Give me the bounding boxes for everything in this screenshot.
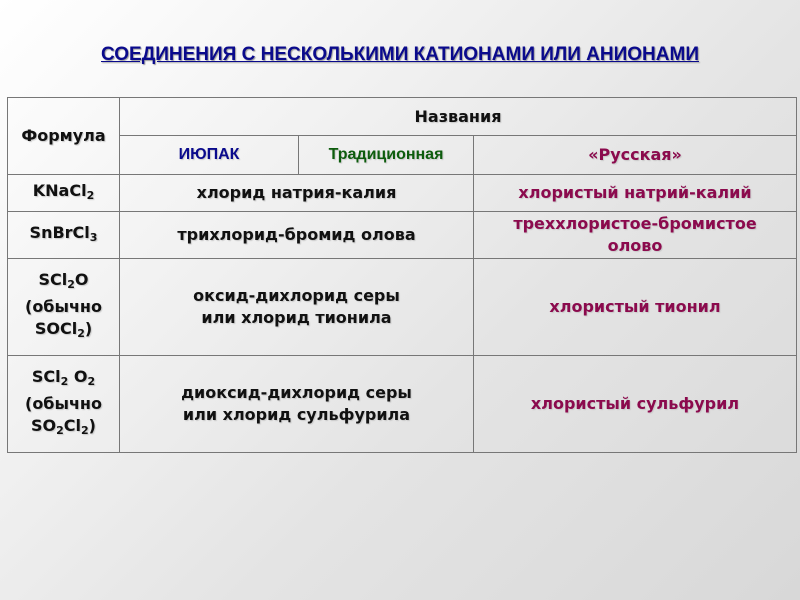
russian-name [474, 356, 797, 453]
formula-cell [8, 356, 120, 453]
russian-name-line: хлористый натрий-калий [518, 183, 752, 202]
formula-subscript: 3 [89, 230, 98, 244]
formula-subscript: 2 [86, 188, 95, 202]
header-formula: Формула [8, 98, 120, 175]
formula-text: O [68, 367, 88, 386]
formula-subscript: 2 [67, 278, 75, 291]
formula-text: SOCl [34, 319, 78, 338]
russian-name-line: олово [607, 236, 663, 255]
formula-subscript: 2 [81, 424, 89, 437]
header-russian: «Русская» [474, 136, 797, 175]
formula-subscript: 2 [87, 375, 96, 388]
formula-text: ) [84, 319, 93, 338]
formula-subscript: 2 [56, 424, 64, 437]
name-line: трихлорид-бромид олова [177, 225, 416, 244]
page-title: СОЕДИНЕНИЯ С НЕСКОЛЬКИМИ КАТИОНАМИ ИЛИ АНИОНАМИ [101, 44, 699, 65]
formula-text: O [74, 270, 89, 289]
name-line: или хлорид тионила [201, 308, 392, 327]
formula-subscript: 2 [77, 327, 85, 340]
formula-text: Cl [63, 416, 82, 435]
compounds-table [7, 97, 797, 453]
header-traditional: Традиционная [299, 136, 474, 175]
iupac-traditional-name [120, 259, 474, 356]
table-row [8, 356, 797, 453]
formula-cell [8, 175, 120, 212]
russian-name-line: треххлористое-бромистое [513, 214, 757, 233]
formula-text: SCl [38, 270, 68, 289]
name-line: оксид-дихлорид серы [193, 286, 400, 305]
table-row [8, 175, 797, 212]
iupac-traditional-name [120, 175, 474, 212]
russian-name [474, 259, 797, 356]
formula-text: ) [88, 416, 96, 435]
name-line: диоксид-дихлорид серы [181, 383, 412, 402]
formula-cell [8, 212, 120, 259]
formula-cell [8, 259, 120, 356]
header-names: Названия [120, 98, 797, 136]
formula-note: (обычно [25, 394, 102, 413]
russian-name-line: хлористый тионил [549, 297, 721, 316]
name-line: или хлорид сульфурила [182, 405, 411, 424]
formula-text: SCl [31, 367, 61, 386]
formula-note: (обычно [25, 297, 102, 316]
russian-name [474, 175, 797, 212]
iupac-traditional-name [120, 212, 474, 259]
name-line: хлорид натрия-калия [196, 183, 397, 202]
russian-name-line: хлористый сульфурил [530, 394, 740, 413]
table-row [8, 259, 797, 356]
header-iupac: ИЮПАК [120, 136, 299, 175]
header-row-sub [8, 136, 797, 175]
formula-text: SO [31, 416, 57, 435]
formula-subscript: 2 [60, 375, 69, 388]
russian-name [474, 212, 797, 259]
table-row [8, 212, 797, 259]
formula-text: KNaCl [32, 180, 87, 200]
iupac-traditional-name [120, 356, 474, 453]
formula-text: SnBrCl [29, 222, 90, 242]
header-row-top [8, 98, 797, 136]
